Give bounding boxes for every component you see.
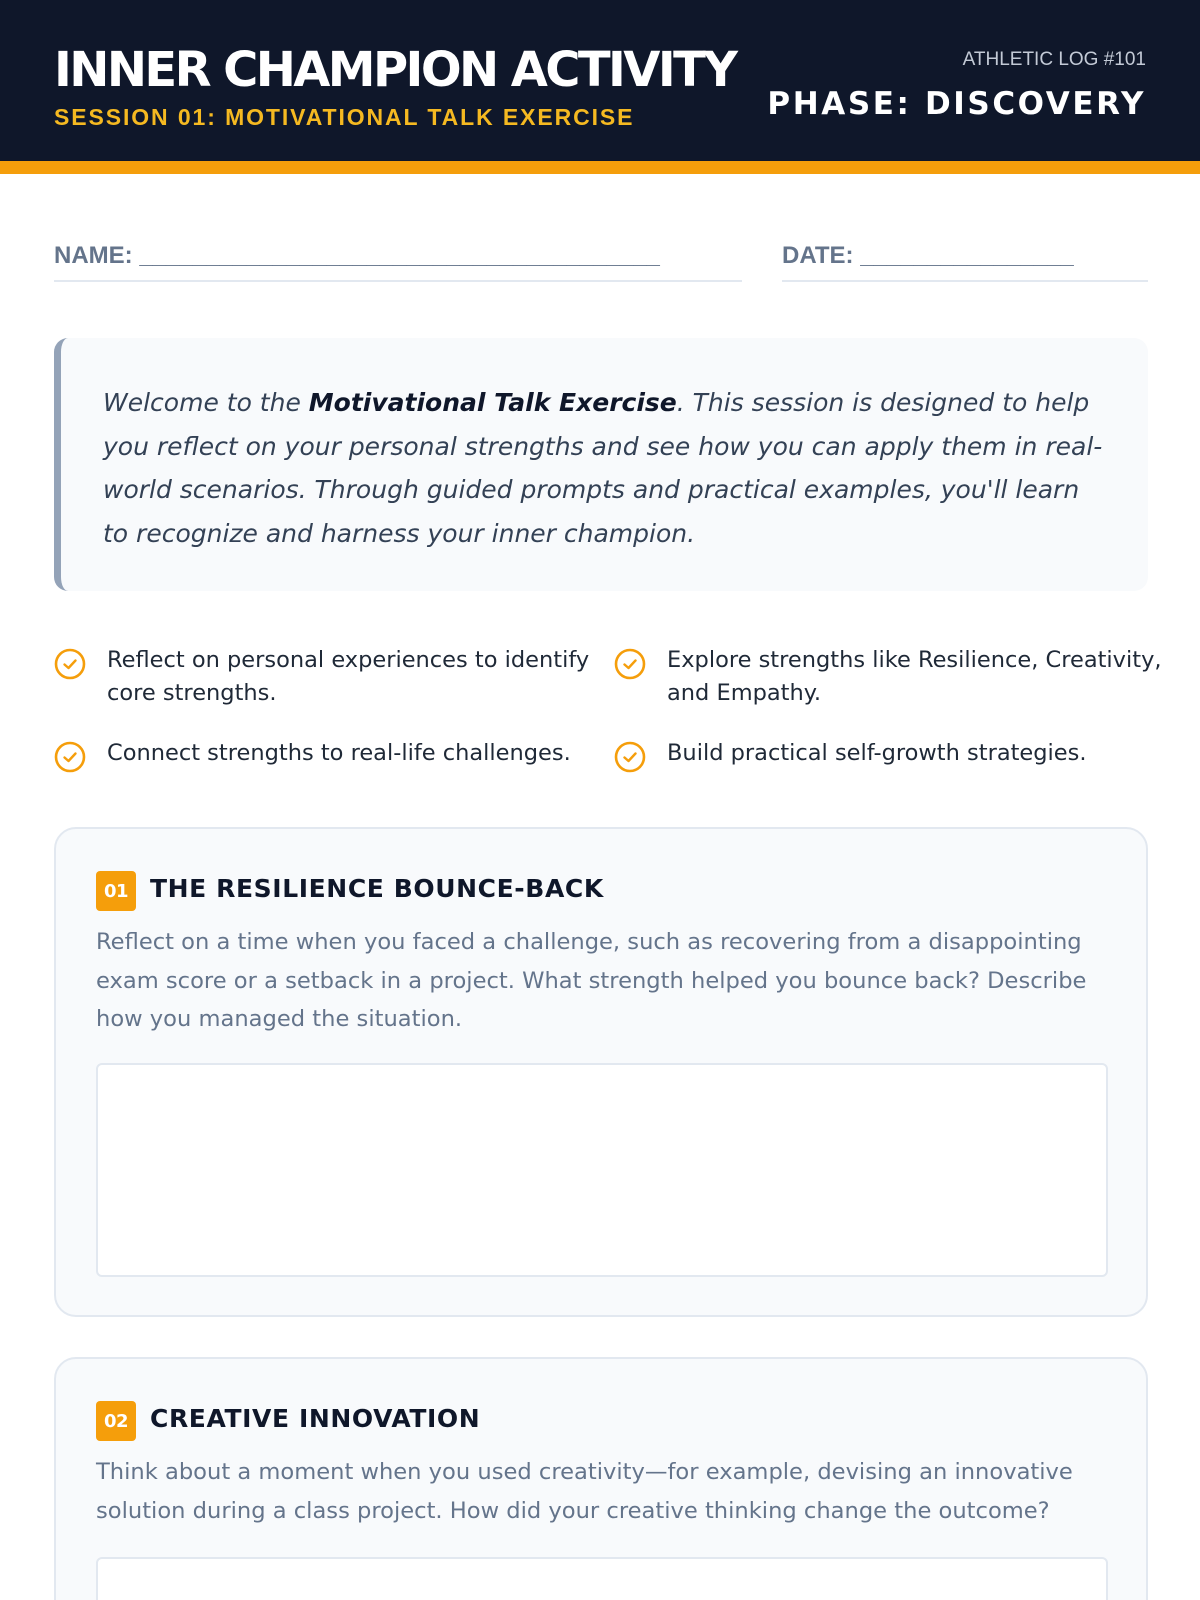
date-field[interactable]: DATE: ________________ [782,238,1148,282]
page-title: INNER CHAMPION ACTIVITY [54,42,736,98]
answer-box[interactable] [96,1063,1108,1277]
question-number-badge: 02 [96,1401,136,1441]
objective-text: Build practical self-growth strategies. [667,740,1087,766]
question-title: THE RESILIENCE BOUNCE-BACK [150,874,604,903]
check-circle-icon [614,648,646,680]
intro-rest: . This session is designed to help you reflect on your personal strengths and see how you can apply them in real-world scenarios. Through guided prompts and practical examples, you'll learn to recognize and harness your inner champion. [103,388,1103,548]
objective-text: Explore strengths like Resilience, Creativity, and Empathy. [667,647,1162,706]
session-subtitle: SESSION 01: MOTIVATIONAL TALK EXERCISE [54,104,635,130]
objective-text: Connect strengths to real-life challenges. [107,740,571,766]
question-prompt: Think about a moment when you used creativity—for example, devising an innovative solution during a class project. How did your creative thinking change the outcome? [96,1459,1073,1524]
check-circle-icon [54,741,86,773]
question-number-badge: 01 [96,871,136,911]
objective-text: Reflect on personal experiences to identify core strengths. [107,647,590,706]
page-header [0,0,1200,174]
intro-lead: Welcome to the [103,388,309,417]
check-circle-icon [614,741,646,773]
check-circle-icon [54,648,86,680]
intro-box [54,338,1148,591]
question-prompt: Reflect on a time when you faced a challenge, such as recovering from a disappointing exam score or a setback in a project. What strength helped you bounce back? Describe how you managed the situation. [96,929,1087,1032]
intro-emphasis: Motivational Talk Exercise [308,388,677,417]
question-title: CREATIVE INNOVATION [150,1404,481,1433]
log-number: ATHLETIC LOG #101 [962,49,1146,70]
name-field[interactable]: NAME: _______________________________________ [54,238,742,282]
question-card-resilience [54,827,1148,1317]
phase-label: PHASE: DISCOVERY [767,86,1146,122]
answer-box[interactable] [96,1557,1108,1600]
question-card-creativity [54,1357,1148,1600]
